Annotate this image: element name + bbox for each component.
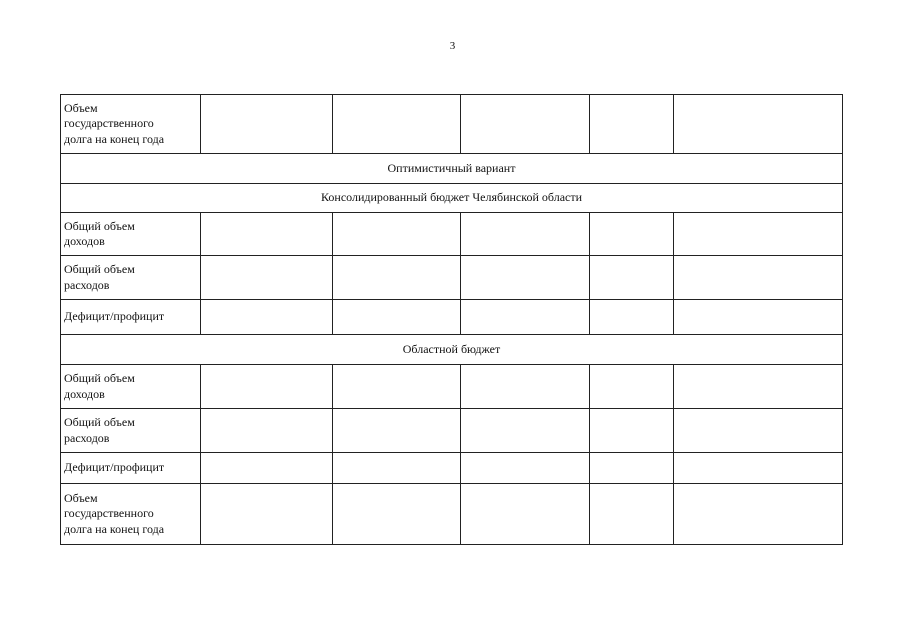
row-label-text: Общий объем расходов xyxy=(64,415,135,445)
row-label-text: Дефицит/профицит xyxy=(64,460,165,475)
row-label-text: Общий объем доходов xyxy=(64,218,135,248)
empty-cell xyxy=(461,256,590,300)
row-label-total-expenditure xyxy=(61,256,201,300)
empty-cell xyxy=(201,409,333,453)
empty-cell xyxy=(461,300,590,335)
empty-cell xyxy=(201,213,333,256)
empty-cell xyxy=(674,95,843,154)
empty-cell xyxy=(590,213,674,256)
empty-cell xyxy=(333,365,461,409)
empty-cell xyxy=(201,484,333,545)
table-row-deficit-surplus xyxy=(61,300,843,335)
empty-cell xyxy=(590,409,674,453)
row-label-public-debt xyxy=(61,95,201,154)
empty-cell xyxy=(590,453,674,484)
empty-cell xyxy=(590,256,674,300)
empty-cell xyxy=(461,213,590,256)
empty-cell xyxy=(674,365,843,409)
empty-cell xyxy=(201,95,333,154)
empty-cell xyxy=(333,300,461,335)
row-label-deficit-surplus xyxy=(61,453,201,484)
budget-table xyxy=(60,94,843,545)
section-header-consolidated-budget: Консолидированный бюджет Челябинской области xyxy=(61,184,843,213)
empty-cell xyxy=(333,95,461,154)
row-label-total-expenditure xyxy=(61,409,201,453)
table-section-optimistic xyxy=(61,154,843,184)
empty-cell xyxy=(674,256,843,300)
empty-cell xyxy=(674,409,843,453)
empty-cell xyxy=(674,213,843,256)
empty-cell xyxy=(201,300,333,335)
row-label-text: Общий объем доходов xyxy=(64,371,135,401)
row-label-total-revenue xyxy=(61,365,201,409)
empty-cell xyxy=(674,300,843,335)
table-row-deficit-surplus xyxy=(61,453,843,484)
row-label-text: Объем государственного долга на конец года xyxy=(64,490,165,536)
empty-cell xyxy=(201,453,333,484)
row-label-deficit-surplus xyxy=(61,300,201,335)
empty-cell xyxy=(590,365,674,409)
table-section-regional xyxy=(61,335,843,365)
empty-cell xyxy=(333,484,461,545)
page-number: 3 xyxy=(449,40,456,52)
empty-cell xyxy=(333,213,461,256)
row-label-public-debt xyxy=(61,484,201,545)
empty-cell xyxy=(461,365,590,409)
empty-cell xyxy=(590,484,674,545)
empty-cell xyxy=(461,484,590,545)
table-row-total-revenue xyxy=(61,365,843,409)
empty-cell xyxy=(674,484,843,545)
empty-cell xyxy=(461,409,590,453)
table-row-total-revenue xyxy=(61,213,843,256)
empty-cell xyxy=(333,453,461,484)
table-row-total-expenditure xyxy=(61,256,843,300)
row-label-text: Дефицит/профицит xyxy=(64,309,165,324)
empty-cell xyxy=(201,365,333,409)
section-header-regional-budget: Областной бюджет xyxy=(61,335,843,365)
row-label-text: Общий объем расходов xyxy=(64,262,135,292)
table-row-public-debt xyxy=(61,95,843,154)
empty-cell xyxy=(461,453,590,484)
table-row-public-debt xyxy=(61,484,843,545)
row-label-text: Объем государственного долга на конец года xyxy=(64,100,165,146)
row-label-total-revenue xyxy=(61,213,201,256)
empty-cell xyxy=(333,409,461,453)
empty-cell xyxy=(461,95,590,154)
table-section-consolidated xyxy=(61,184,843,213)
section-header-optimistic-variant: Оптимистичный вариант xyxy=(61,154,843,184)
empty-cell xyxy=(201,256,333,300)
empty-cell xyxy=(333,256,461,300)
table-row-total-expenditure xyxy=(61,409,843,453)
empty-cell xyxy=(674,453,843,484)
empty-cell xyxy=(590,95,674,154)
empty-cell xyxy=(590,300,674,335)
